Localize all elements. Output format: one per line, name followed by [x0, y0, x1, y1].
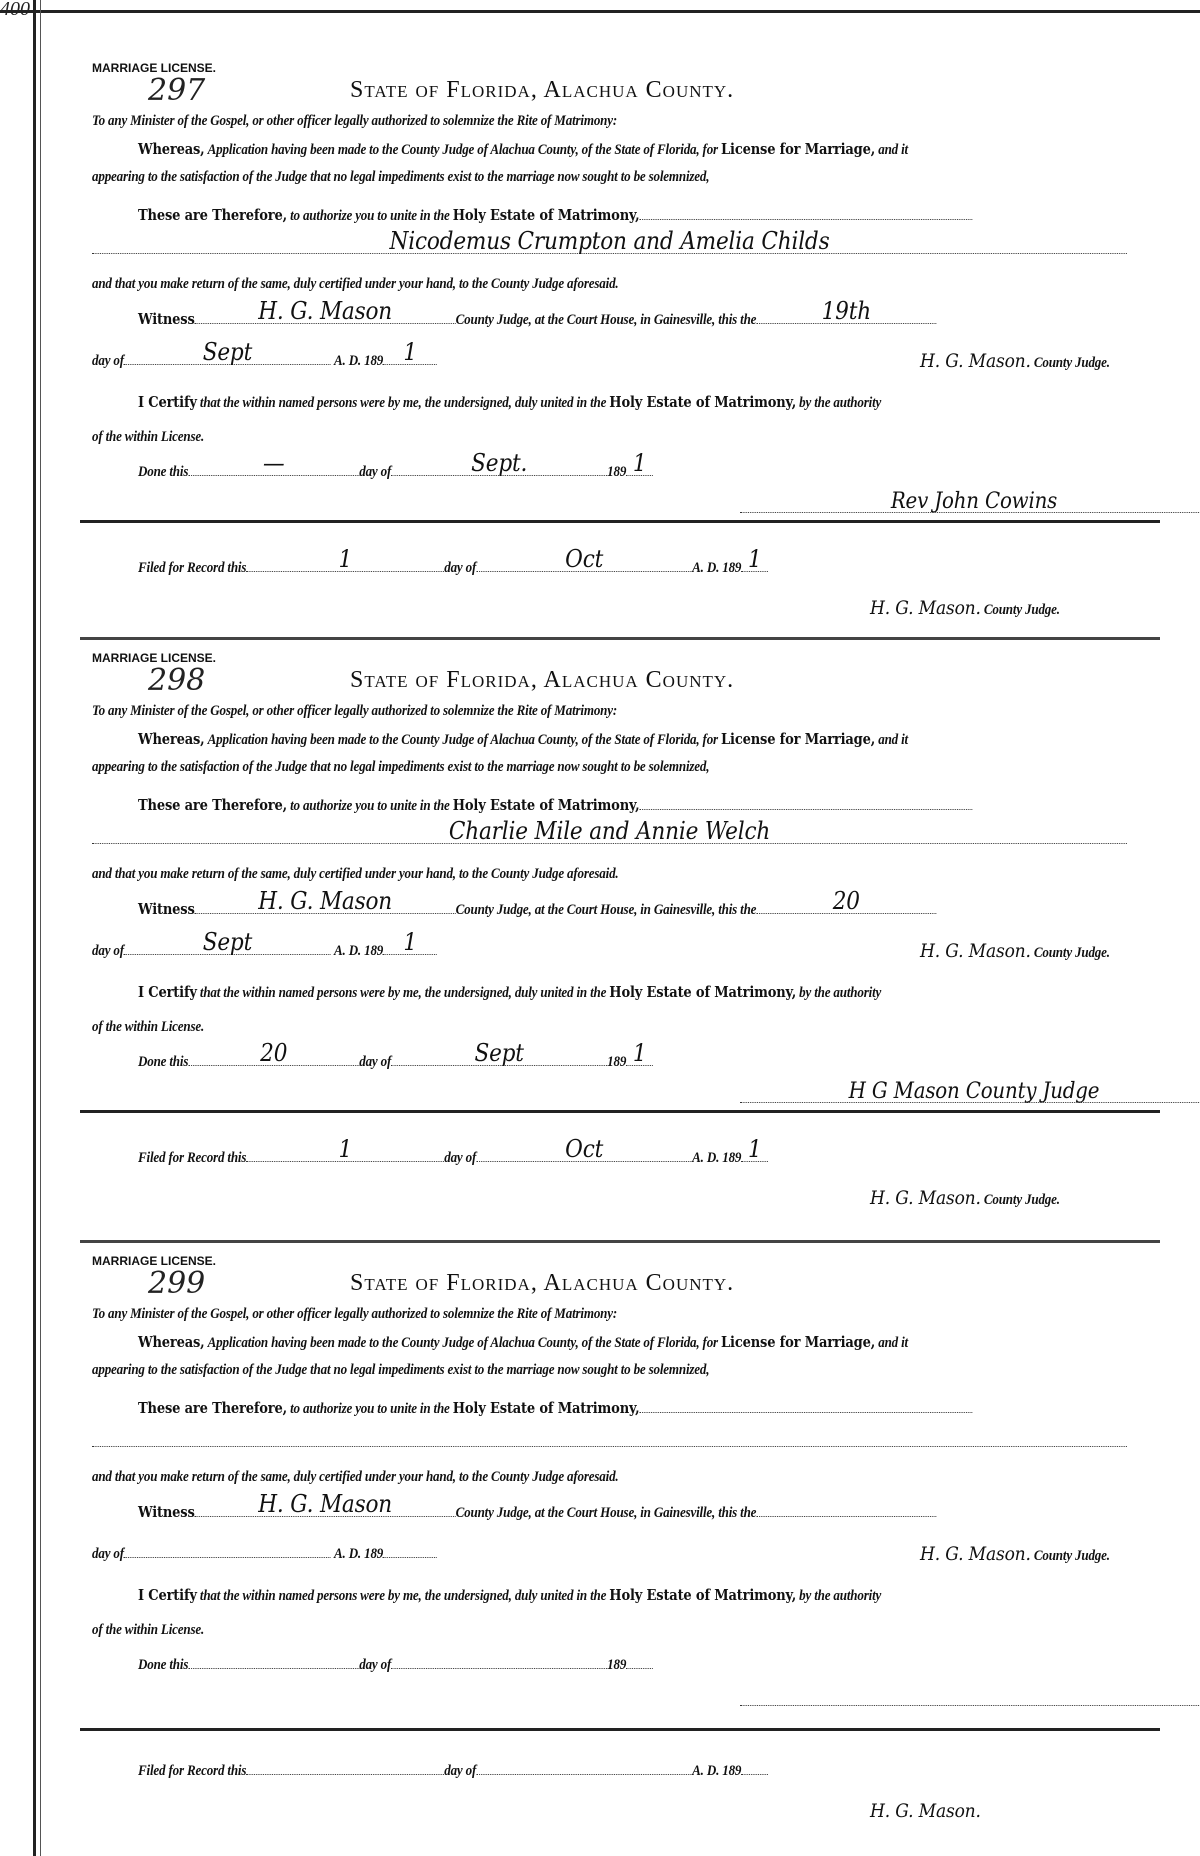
- license-year-field: [383, 338, 437, 366]
- by-authority: by the authority: [799, 395, 882, 411]
- judge-signature: H. G. Mason.: [920, 350, 1031, 372]
- certify-text: that the within named persons were by me, the undersigned, duly united in the: [199, 985, 607, 1001]
- done-month-field: [391, 449, 607, 477]
- holy-estate: Holy Estate of Matrimony,: [609, 1587, 797, 1604]
- license-for-marriage: License for Marriage,: [721, 1334, 876, 1351]
- filed-day: 1: [338, 1135, 353, 1163]
- certify-lead: I Certify: [138, 1587, 197, 1604]
- license-header-label: MARRIAGE LICENSE.: [92, 1254, 217, 1268]
- filed-judge-signature: H. G. Mason.: [870, 597, 981, 619]
- filed-month-field: [476, 545, 692, 573]
- ad-label: A. D. 189: [334, 1546, 384, 1562]
- judge-signature: H. G. Mason.: [920, 1543, 1031, 1565]
- witness-label: Witness: [138, 901, 195, 918]
- and-it: and it: [878, 1335, 908, 1351]
- day-of-label: day of: [444, 1150, 477, 1166]
- couple-names-field: [92, 817, 1127, 845]
- license-header-label: MARRIAGE LICENSE.: [92, 61, 217, 75]
- holy-estate: Holy Estate of Matrimony,: [609, 394, 797, 411]
- license-number: 298: [148, 663, 206, 698]
- marriage-license-3: [80, 1240, 1160, 1836]
- page-number: 400: [0, 0, 30, 20]
- license-day-field: [756, 297, 936, 325]
- within-license: of the within License.: [92, 1019, 205, 1035]
- officiant-field: [740, 489, 1200, 514]
- section-rule: [80, 1110, 1160, 1113]
- filed-year: 1: [747, 545, 762, 573]
- return-text: and that you make return of the same, duly certified under your hand, to the County Judge aforesaid.: [92, 276, 619, 292]
- certify-lead: I Certify: [138, 394, 197, 411]
- done-month: Sept: [474, 1039, 524, 1067]
- day-of-label: day of: [92, 943, 124, 959]
- certify-text: that the within named persons were by me, the undersigned, duly united in the: [199, 395, 607, 411]
- license-month-field: [124, 338, 331, 366]
- by-authority: by the authority: [799, 1588, 882, 1604]
- section-rule: [80, 1728, 1160, 1731]
- these-are: These are Therefore,: [138, 207, 287, 224]
- officiant-field: [740, 1079, 1200, 1104]
- witness-label: Witness: [138, 311, 195, 328]
- license-year-field: [383, 928, 437, 956]
- done-this-label: Done this: [138, 1054, 189, 1070]
- done-day: —: [263, 449, 285, 477]
- couple-names: Nicodemus Crumpton and Amelia Childs: [389, 227, 830, 255]
- license-month: Sept: [202, 928, 253, 956]
- holy-estate: Holy Estate of Matrimony,: [452, 1400, 640, 1417]
- form-title: State of Florida, Alachua County.: [350, 77, 735, 103]
- done-month: Sept.: [471, 449, 528, 477]
- license-year: 1: [403, 338, 417, 366]
- license-for-marriage: License for Marriage,: [721, 731, 876, 748]
- ad-label: A. D. 189: [334, 943, 384, 959]
- leader: [640, 795, 973, 810]
- marriage-license-2: [80, 637, 1160, 1233]
- holy-estate: Holy Estate of Matrimony,: [452, 207, 640, 224]
- ad-label: A. D. 189: [334, 353, 384, 369]
- leader: [640, 205, 973, 220]
- year-label: 189: [607, 1054, 627, 1070]
- license-year: 1: [403, 928, 417, 956]
- authorize-text: to authorize you to unite in the: [290, 1401, 450, 1417]
- witness-judge: H. G. Mason: [258, 887, 393, 915]
- certify-lead: I Certify: [138, 984, 197, 1001]
- top-rule: [0, 10, 1200, 13]
- done-year: 1: [632, 449, 647, 477]
- done-this-label: Done this: [138, 464, 189, 480]
- ad-label: A. D. 189: [692, 1150, 742, 1166]
- holy-estate: Holy Estate of Matrimony,: [452, 797, 640, 814]
- marriage-license-1: [80, 47, 1160, 643]
- county-judge-label: County Judge.: [1033, 945, 1110, 961]
- license-month-field: [124, 928, 331, 956]
- witness-judge: H. G. Mason: [258, 1490, 393, 1518]
- day-of-label: day of: [359, 1054, 392, 1070]
- witness-judge-field: [195, 1490, 456, 1518]
- judge-signature: H. G. Mason.: [920, 940, 1031, 962]
- within-license: of the within License.: [92, 429, 205, 445]
- license-year-field: [383, 1543, 437, 1558]
- and-it: and it: [878, 142, 908, 158]
- and-it: and it: [878, 732, 908, 748]
- filed-judge-signature: H. G. Mason.: [870, 1800, 981, 1822]
- done-year-field: [626, 449, 653, 477]
- filed-year-field: [741, 1135, 768, 1163]
- day-of-label: day of: [92, 353, 124, 369]
- license-number: 297: [148, 73, 206, 108]
- filed-day: 1: [338, 545, 353, 573]
- county-judge-label: County Judge.: [1033, 1548, 1110, 1564]
- whereas-text: Application having been made to the County Judge of Alachua County, of the State of Florida, for: [207, 732, 718, 748]
- done-this-label: Done this: [138, 1657, 189, 1673]
- day-of-label: day of: [359, 1657, 392, 1673]
- appearing-text: appearing to the satisfaction of the Judge that no legal impediments exist to the marriage now sought to be solemnized,: [92, 759, 710, 775]
- county-judge-label: County Judge.: [983, 602, 1060, 618]
- license-month-field: [124, 1543, 331, 1558]
- done-day-field: [188, 1039, 359, 1067]
- witness-judge-field: [195, 887, 456, 915]
- appearing-text: appearing to the satisfaction of the Judge that no legal impediments exist to the marriage now sought to be solemnized,: [92, 169, 710, 185]
- whereas-text: Application having been made to the County Judge of Alachua County, of the State of Florida, for: [207, 142, 718, 158]
- these-are: These are Therefore,: [138, 797, 287, 814]
- done-month-field: [391, 1654, 607, 1669]
- year-label: 189: [607, 1657, 627, 1673]
- day-of-label: day of: [92, 1546, 124, 1562]
- done-year-field: [626, 1039, 653, 1067]
- done-day-field: [188, 1654, 359, 1669]
- return-text: and that you make return of the same, duly certified under your hand, to the County Judge aforesaid.: [92, 866, 619, 882]
- license-number: 299: [148, 1266, 206, 1301]
- day-of-label: day of: [359, 464, 392, 480]
- witness-judge: H. G. Mason: [258, 297, 393, 325]
- couple-names-field: [92, 227, 1127, 255]
- filed-day-field: [246, 1135, 444, 1163]
- margin-rule-inner: [40, 0, 41, 1856]
- holy-estate: Holy Estate of Matrimony,: [609, 984, 797, 1001]
- ad-label: A. D. 189: [692, 1763, 742, 1779]
- certify-text: that the within named persons were by me, the undersigned, duly united in the: [199, 1588, 607, 1604]
- license-day: 20: [832, 887, 860, 915]
- witness-label: Witness: [138, 1504, 195, 1521]
- done-day-field: [188, 449, 359, 477]
- filed-month: Oct: [565, 545, 604, 573]
- done-year: 1: [632, 1039, 647, 1067]
- section-divider: [80, 637, 1160, 640]
- court-text: County Judge, at the Court House, in Gainesville, this the: [455, 1505, 757, 1521]
- filed-day-field: [246, 1760, 444, 1775]
- section-rule: [80, 520, 1160, 523]
- officiant-signature: H G Mason County Judge: [848, 1079, 1100, 1104]
- form-title: State of Florida, Alachua County.: [350, 1270, 735, 1296]
- margin-rule: [33, 0, 36, 1856]
- return-text: and that you make return of the same, duly certified under your hand, to the County Judge aforesaid.: [92, 1469, 619, 1485]
- these-are: These are Therefore,: [138, 1400, 287, 1417]
- filed-year-field: [741, 1760, 768, 1775]
- filed-label: Filed for Record this: [138, 560, 247, 576]
- salutation: To any Minister of the Gospel, or other officer legally authorized to solemnize the Rite of Matrimony:: [92, 1306, 618, 1322]
- filed-label: Filed for Record this: [138, 1763, 247, 1779]
- done-day: 20: [260, 1039, 288, 1067]
- within-license: of the within License.: [92, 1622, 205, 1638]
- court-text: County Judge, at the Court House, in Gainesville, this the: [455, 312, 757, 328]
- license-header-label: MARRIAGE LICENSE.: [92, 651, 217, 665]
- filed-year-field: [741, 545, 768, 573]
- leader: [640, 1398, 973, 1413]
- form-title: State of Florida, Alachua County.: [350, 667, 735, 693]
- officiant-signature: Rev John Cowins: [890, 489, 1058, 514]
- filed-month: Oct: [565, 1135, 604, 1163]
- ad-label: A. D. 189: [692, 560, 742, 576]
- by-authority: by the authority: [799, 985, 882, 1001]
- license-day-field: [756, 1502, 936, 1517]
- filed-day-field: [246, 545, 444, 573]
- year-label: 189: [607, 464, 627, 480]
- whereas-lead: Whereas,: [138, 141, 205, 158]
- couple-names-field: [92, 1432, 1127, 1447]
- license-month: Sept: [202, 338, 253, 366]
- whereas-lead: Whereas,: [138, 731, 205, 748]
- filed-label: Filed for Record this: [138, 1150, 247, 1166]
- court-text: County Judge, at the Court House, in Gainesville, this the: [455, 902, 757, 918]
- section-divider: [80, 1240, 1160, 1243]
- license-for-marriage: License for Marriage,: [721, 141, 876, 158]
- authorize-text: to authorize you to unite in the: [290, 798, 450, 814]
- filed-month-field: [476, 1135, 692, 1163]
- officiant-field: [740, 1691, 1200, 1706]
- whereas-lead: Whereas,: [138, 1334, 205, 1351]
- license-day-field: [756, 887, 936, 915]
- salutation: To any Minister of the Gospel, or other officer legally authorized to solemnize the Rite of Matrimony:: [92, 703, 618, 719]
- done-month-field: [391, 1039, 607, 1067]
- witness-judge-field: [195, 297, 456, 325]
- county-judge-label: County Judge.: [983, 1192, 1060, 1208]
- day-of-label: day of: [444, 560, 477, 576]
- whereas-text: Application having been made to the County Judge of Alachua County, of the State of Florida, for: [207, 1335, 718, 1351]
- filed-judge-signature: H. G. Mason.: [870, 1187, 981, 1209]
- license-day: 19th: [821, 297, 871, 325]
- done-year-field: [626, 1654, 653, 1669]
- couple-names: Charlie Mile and Annie Welch: [448, 817, 771, 845]
- appearing-text: appearing to the satisfaction of the Judge that no legal impediments exist to the marriage now sought to be solemnized,: [92, 1362, 710, 1378]
- filed-year: 1: [747, 1135, 762, 1163]
- county-judge-label: County Judge.: [1033, 355, 1110, 371]
- filed-month-field: [476, 1760, 692, 1775]
- day-of-label: day of: [444, 1763, 477, 1779]
- authorize-text: to authorize you to unite in the: [290, 208, 450, 224]
- salutation: To any Minister of the Gospel, or other officer legally authorized to solemnize the Rite of Matrimony:: [92, 113, 618, 129]
